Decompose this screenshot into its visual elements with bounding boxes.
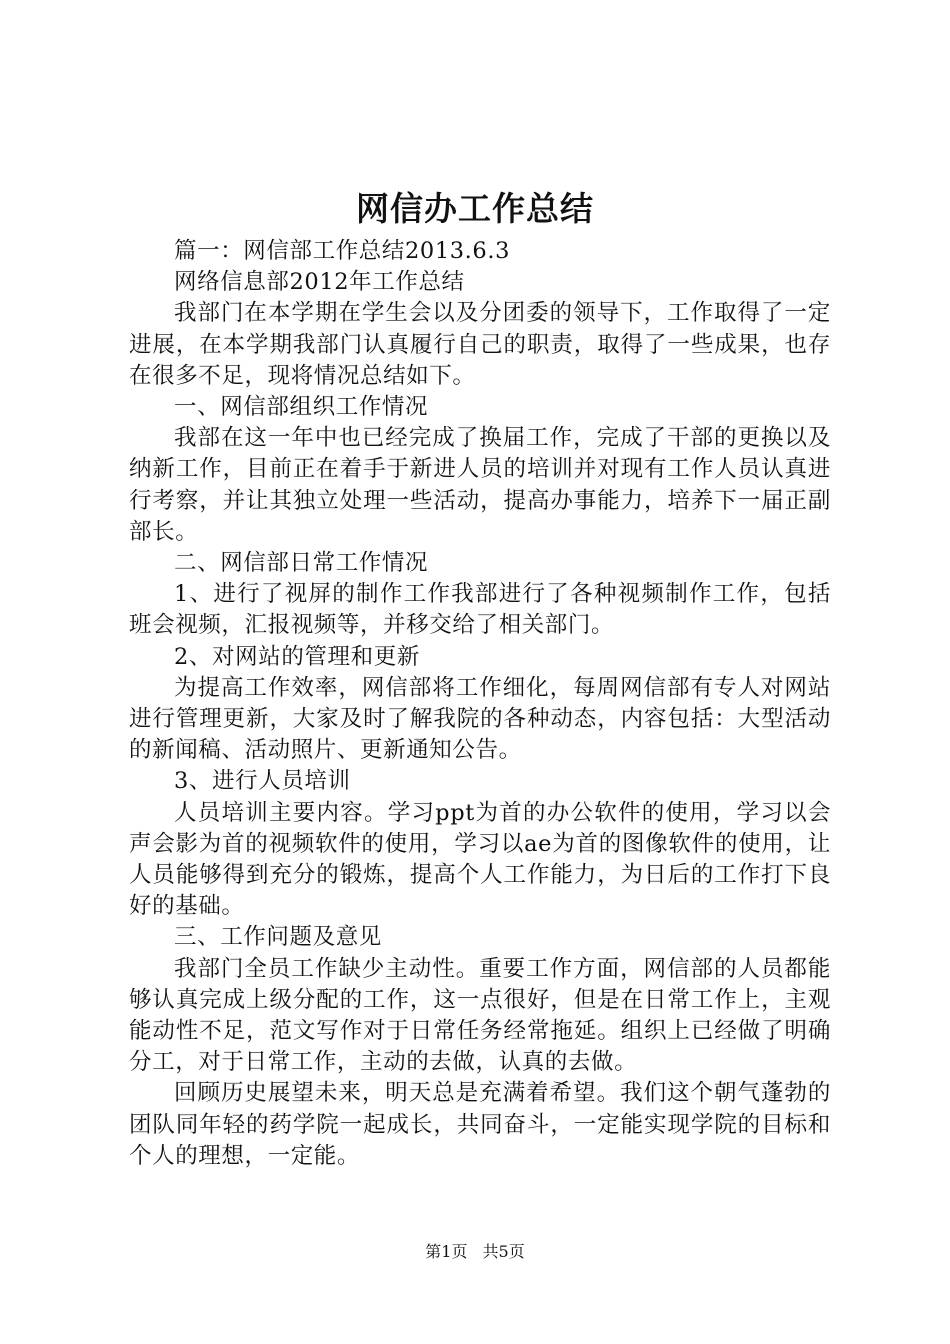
paragraph-video-work: 1、进行了视屏的制作工作我部进行了各种视频制作工作，包括班会视频，汇报视频等，并移交给了相关部门。 <box>129 581 831 639</box>
section-heading-organization: 一、网信部组织工作情况 <box>174 394 429 421</box>
paragraph-subtitle: 篇一：网信部工作总结2013.6.3 <box>174 238 510 264</box>
paragraph-organization: 我部在这一年中也已经完成了换届工作，完成了干部的更换以及纳新工作，目前正在着手于新进人员的培训并对现有工作人员认真进行考察，并让其独立处理一些活动，提高办事能力，培养下一届正副部长。 <box>129 425 831 545</box>
subheading-website: 2、对网站的管理和更新 <box>174 643 420 670</box>
section-heading-problems: 三、工作问题及意见 <box>174 924 382 951</box>
paragraph-intro: 我部门在本学期在学生会以及分团委的领导下，工作取得了一定进展，在本学期我部门认真履行自己的职责，取得了一些成果，也存在很多不足，现将情况总结如下。 <box>129 300 831 389</box>
document-title: 网信办工作总结 <box>356 189 594 228</box>
document-body <box>129 236 831 1172</box>
page-number: 第1页 <box>425 1242 468 1261</box>
subheading-training: 3、进行人员培训 <box>174 768 351 795</box>
paragraph-conclusion: 回顾历史展望未来，明天总是充满着希望。我们这个朝气蓬勃的团队同年轻的药学院一起成长，共同奋斗，一定能实现学院的目标和个人的理想，一定能。 <box>129 1080 831 1169</box>
paragraph-training: 人员培训主要内容。学习ppt为首的办公软件的使用，学习以会声会影为首的视频软件的使用，学习以ae为首的图像软件的使用，让人员能够得到充分的锻炼，提高个人工作能力，为日后的工作打下良好的基础。 <box>129 799 831 920</box>
paragraph-problems: 我部门全员工作缺少主动性。重要工作方面，网信部的人员都能够认真完成上级分配的工作，这一点很好，但是在日常工作上，主观能动性不足，范文写作对于日常任务经常拖延。组织上已经做了明确分工，对于日常工作，主动的去做，认真的去做。 <box>129 955 831 1076</box>
paragraph-report-title: 网络信息部2012年工作总结 <box>174 269 465 296</box>
page-total: 共5页 <box>482 1242 525 1261</box>
page-footer <box>0 1240 950 1264</box>
paragraph-website: 为提高工作效率，网信部将工作细化，每周网信部有专人对网站进行管理更新，大家及时了解我院的各种动态，内容包括：大型活动的新闻稿、活动照片、更新通知公告。 <box>129 674 831 764</box>
section-heading-daily-work: 二、网信部日常工作情况 <box>174 550 429 577</box>
